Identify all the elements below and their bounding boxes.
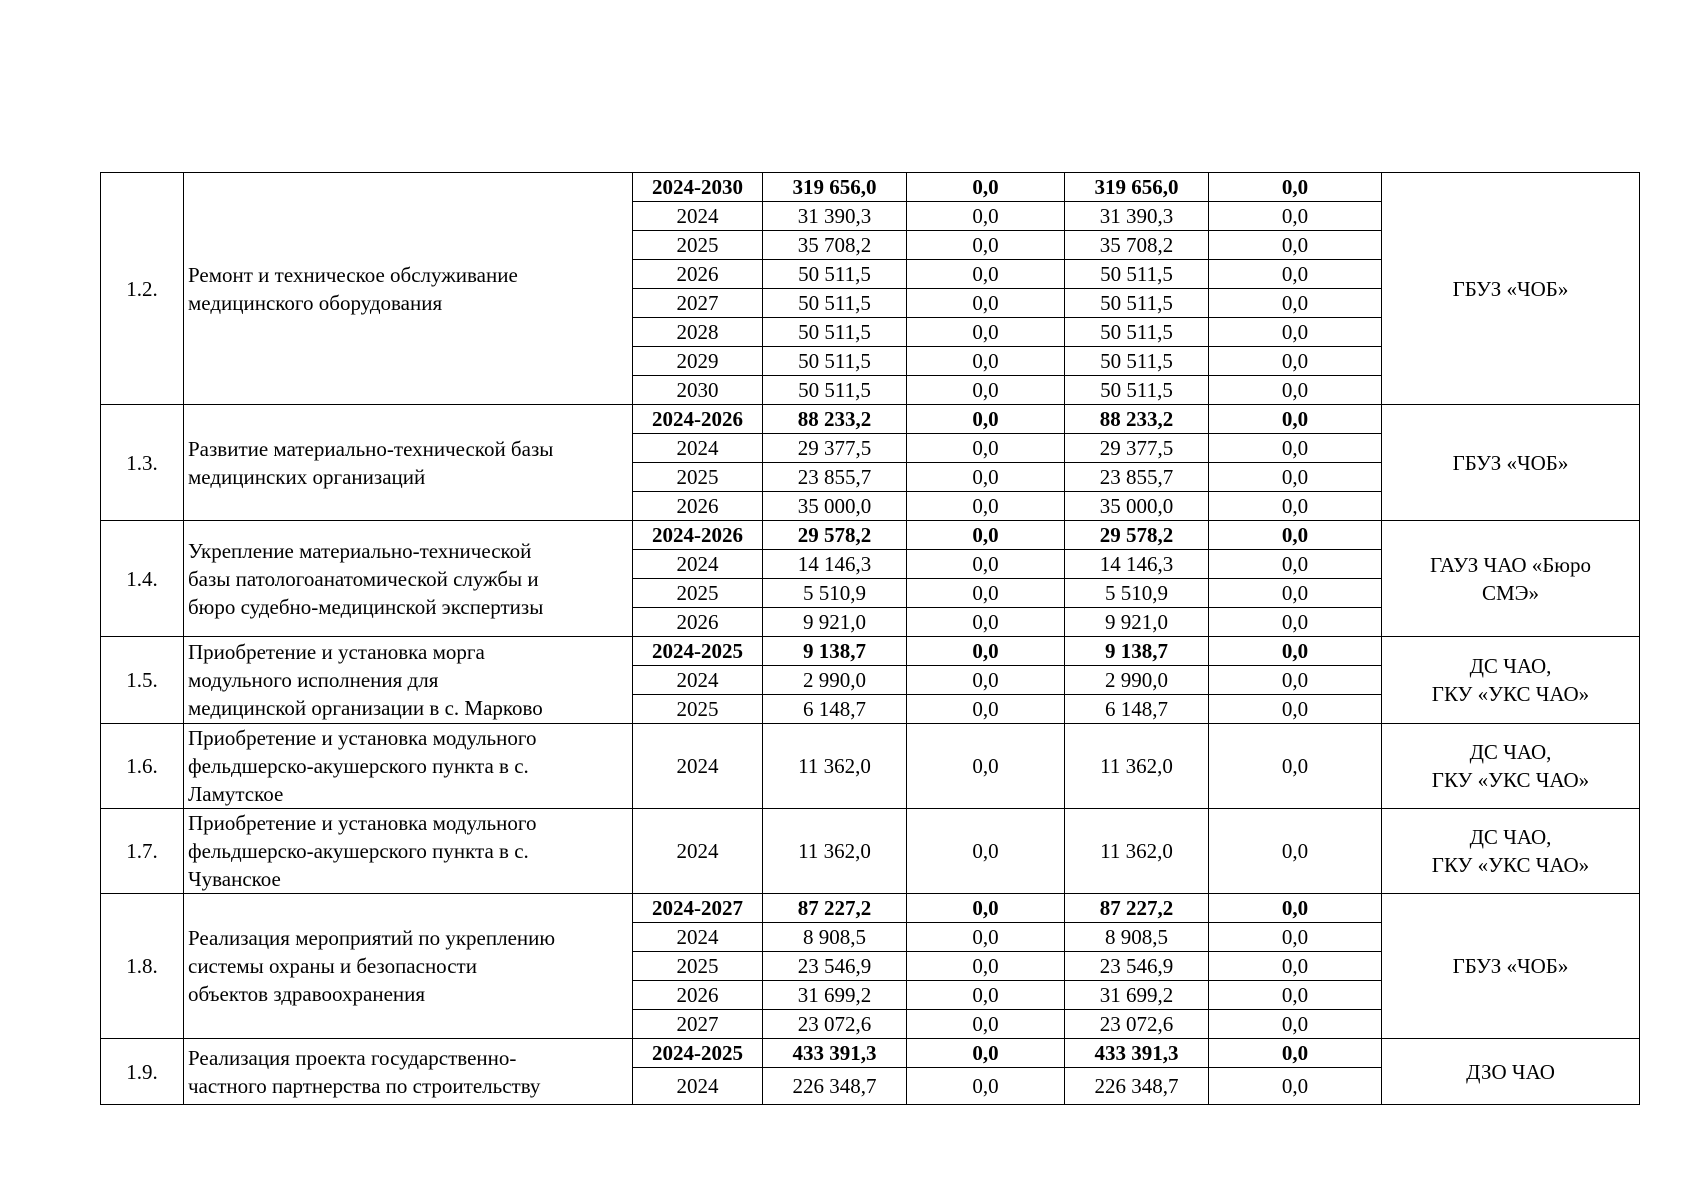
executor-line: ГБУЗ «ЧОБ» [1452, 276, 1569, 301]
extra-budget-cell: 0,0 [1209, 173, 1382, 202]
regional-budget-cell: 11 362,0 [1065, 724, 1209, 809]
period-cell: 2028 [633, 318, 763, 347]
regional-budget-cell: 433 391,3 [1065, 1039, 1209, 1068]
regional-budget-cell: 31 390,3 [1065, 202, 1209, 231]
table-row [101, 637, 1640, 666]
federal-budget-cell: 0,0 [907, 405, 1065, 434]
total-cell: 23 072,6 [763, 1010, 907, 1039]
extra-budget-cell: 0,0 [1209, 695, 1382, 724]
federal-budget-cell: 0,0 [907, 1068, 1065, 1105]
total-cell: 88 233,2 [763, 405, 907, 434]
total-cell: 23 855,7 [763, 463, 907, 492]
total-cell: 29 377,5 [763, 434, 907, 463]
regional-budget-cell: 50 511,5 [1065, 260, 1209, 289]
period-cell: 2024-2025 [633, 637, 763, 666]
total-cell: 50 511,5 [763, 318, 907, 347]
total-cell: 226 348,7 [763, 1068, 907, 1105]
regional-budget-cell: 35 000,0 [1065, 492, 1209, 521]
federal-budget-cell: 0,0 [907, 318, 1065, 347]
period-cell: 2025 [633, 695, 763, 724]
period-cell: 2024 [633, 666, 763, 695]
table-row [101, 809, 1640, 894]
period-cell: 2024 [633, 434, 763, 463]
extra-budget-cell: 0,0 [1209, 981, 1382, 1010]
period-cell: 2026 [633, 608, 763, 637]
item-name-line: фельдшерско-акушерского пункта в с. [188, 839, 529, 863]
item-name-line: модульного исполнения для [188, 668, 439, 692]
federal-budget-cell: 0,0 [907, 202, 1065, 231]
extra-budget-cell: 0,0 [1209, 637, 1382, 666]
total-cell: 31 699,2 [763, 981, 907, 1010]
period-cell: 2027 [633, 1010, 763, 1039]
item-number: 1.2. [101, 173, 184, 405]
regional-budget-cell: 11 362,0 [1065, 809, 1209, 894]
item-number: 1.6. [101, 724, 184, 809]
period-cell: 2026 [633, 492, 763, 521]
executor-line: ГКУ «УКС ЧАО» [1431, 768, 1590, 792]
total-cell: 23 546,9 [763, 952, 907, 981]
federal-budget-cell: 0,0 [907, 608, 1065, 637]
executor [1382, 809, 1640, 894]
regional-budget-cell: 23 546,9 [1065, 952, 1209, 981]
period-cell: 2025 [633, 463, 763, 492]
executor [1382, 637, 1640, 724]
period-cell: 2024 [633, 809, 763, 894]
item-name [184, 724, 633, 809]
federal-budget-cell: 0,0 [907, 173, 1065, 202]
table-row [101, 894, 1640, 923]
item-number: 1.9. [101, 1039, 184, 1105]
federal-budget-cell: 0,0 [907, 981, 1065, 1010]
period-cell: 2026 [633, 260, 763, 289]
executor-line: ДС ЧАО, [1469, 825, 1552, 849]
period-cell: 2025 [633, 952, 763, 981]
total-cell: 11 362,0 [763, 724, 907, 809]
executor-line: ДС ЧАО, [1469, 740, 1552, 764]
regional-budget-cell: 29 377,5 [1065, 434, 1209, 463]
federal-budget-cell: 0,0 [907, 492, 1065, 521]
period-cell: 2024-2026 [633, 521, 763, 550]
item-name-line: Укрепление материально-технической [188, 538, 532, 563]
item-name-line: бюро судебно-медицинской экспертизы [188, 594, 544, 619]
extra-budget-cell: 0,0 [1209, 318, 1382, 347]
federal-budget-cell: 0,0 [907, 724, 1065, 809]
item-name-line: Реализация мероприятий по укреплению [188, 926, 556, 950]
regional-budget-cell: 6 148,7 [1065, 695, 1209, 724]
period-cell: 2030 [633, 376, 763, 405]
regional-budget-cell: 5 510,9 [1065, 579, 1209, 608]
regional-budget-cell: 50 511,5 [1065, 289, 1209, 318]
table-row [101, 521, 1640, 550]
federal-budget-cell: 0,0 [907, 463, 1065, 492]
extra-budget-cell: 0,0 [1209, 894, 1382, 923]
regional-budget-cell: 319 656,0 [1065, 173, 1209, 202]
extra-budget-cell: 0,0 [1209, 1068, 1382, 1105]
regional-budget-cell: 88 233,2 [1065, 405, 1209, 434]
extra-budget-cell: 0,0 [1209, 434, 1382, 463]
executor [1382, 724, 1640, 809]
item-number: 1.4. [101, 521, 184, 637]
extra-budget-cell: 0,0 [1209, 550, 1382, 579]
total-cell: 2 990,0 [763, 666, 907, 695]
item-name-line: медицинского оборудования [188, 290, 443, 315]
regional-budget-cell: 31 699,2 [1065, 981, 1209, 1010]
total-cell: 35 708,2 [763, 231, 907, 260]
regional-budget-cell: 87 227,2 [1065, 894, 1209, 923]
table-row [101, 1039, 1640, 1068]
extra-budget-cell: 0,0 [1209, 463, 1382, 492]
executor-line: ГБУЗ «ЧОБ» [1452, 954, 1569, 978]
total-cell: 9 921,0 [763, 608, 907, 637]
extra-budget-cell: 0,0 [1209, 952, 1382, 981]
total-cell: 6 148,7 [763, 695, 907, 724]
federal-budget-cell: 0,0 [907, 260, 1065, 289]
item-number: 1.7. [101, 809, 184, 894]
period-cell: 2024 [633, 724, 763, 809]
federal-budget-cell: 0,0 [907, 289, 1065, 318]
period-cell: 2024-2027 [633, 894, 763, 923]
table-body [101, 173, 1640, 1105]
federal-budget-cell: 0,0 [907, 231, 1065, 260]
item-name-line: Чуванское [188, 867, 281, 891]
item-name-line: фельдшерско-акушерского пункта в с. [188, 754, 529, 778]
executor-line: ГКУ «УКС ЧАО» [1431, 682, 1590, 706]
extra-budget-cell: 0,0 [1209, 289, 1382, 318]
item-name [184, 637, 633, 724]
regional-budget-cell: 2 990,0 [1065, 666, 1209, 695]
period-cell: 2024 [633, 550, 763, 579]
executor-line: ГБУЗ «ЧОБ» [1452, 450, 1569, 475]
executor [1382, 521, 1640, 637]
extra-budget-cell: 0,0 [1209, 260, 1382, 289]
item-name [184, 809, 633, 894]
regional-budget-cell: 50 511,5 [1065, 376, 1209, 405]
extra-budget-cell: 0,0 [1209, 231, 1382, 260]
executor-line: ГКУ «УКС ЧАО» [1431, 853, 1590, 877]
regional-budget-cell: 23 072,6 [1065, 1010, 1209, 1039]
item-number: 1.5. [101, 637, 184, 724]
federal-budget-cell: 0,0 [907, 894, 1065, 923]
extra-budget-cell: 0,0 [1209, 521, 1382, 550]
item-name [184, 405, 633, 521]
item-name-line: объектов здравоохранения [188, 982, 426, 1006]
financing-table [100, 172, 1640, 1105]
extra-budget-cell: 0,0 [1209, 347, 1382, 376]
period-cell: 2024-2025 [633, 1039, 763, 1068]
regional-budget-cell: 9 138,7 [1065, 637, 1209, 666]
regional-budget-cell: 8 908,5 [1065, 923, 1209, 952]
table-row [101, 724, 1640, 809]
executor-line: ДЗО ЧАО [1466, 1059, 1555, 1084]
extra-budget-cell: 0,0 [1209, 1039, 1382, 1068]
extra-budget-cell: 0,0 [1209, 923, 1382, 952]
extra-budget-cell: 0,0 [1209, 579, 1382, 608]
item-name-line: Приобретение и установка морга [188, 640, 485, 664]
federal-budget-cell: 0,0 [907, 637, 1065, 666]
total-cell: 8 908,5 [763, 923, 907, 952]
federal-budget-cell: 0,0 [907, 347, 1065, 376]
item-name-line: частного партнерства по строительству [188, 1073, 541, 1098]
period-cell: 2027 [633, 289, 763, 318]
total-cell: 14 146,3 [763, 550, 907, 579]
period-cell: 2029 [633, 347, 763, 376]
executor [1382, 405, 1640, 521]
item-name-line: базы патологоанатомической службы и [188, 566, 539, 591]
item-name-line: системы охраны и безопасности [188, 954, 477, 978]
executor-line: ДС ЧАО, [1469, 654, 1552, 678]
federal-budget-cell: 0,0 [907, 579, 1065, 608]
federal-budget-cell: 0,0 [907, 666, 1065, 695]
item-name-line: Приобретение и установка модульного [188, 811, 537, 835]
regional-budget-cell: 9 921,0 [1065, 608, 1209, 637]
federal-budget-cell: 0,0 [907, 923, 1065, 952]
regional-budget-cell: 226 348,7 [1065, 1068, 1209, 1105]
period-cell: 2025 [633, 579, 763, 608]
executor-line: ГАУЗ ЧАО «Бюро [1430, 552, 1591, 577]
table-row [101, 173, 1640, 202]
regional-budget-cell: 35 708,2 [1065, 231, 1209, 260]
total-cell: 50 511,5 [763, 376, 907, 405]
federal-budget-cell: 0,0 [907, 550, 1065, 579]
total-cell: 5 510,9 [763, 579, 907, 608]
total-cell: 9 138,7 [763, 637, 907, 666]
total-cell: 433 391,3 [763, 1039, 907, 1068]
period-cell: 2024 [633, 202, 763, 231]
extra-budget-cell: 0,0 [1209, 724, 1382, 809]
item-name [184, 894, 633, 1039]
regional-budget-cell: 23 855,7 [1065, 463, 1209, 492]
federal-budget-cell: 0,0 [907, 1039, 1065, 1068]
executor [1382, 173, 1640, 405]
federal-budget-cell: 0,0 [907, 952, 1065, 981]
period-cell: 2024-2030 [633, 173, 763, 202]
period-cell: 2024 [633, 1068, 763, 1105]
regional-budget-cell: 50 511,5 [1065, 318, 1209, 347]
federal-budget-cell: 0,0 [907, 1010, 1065, 1039]
executor-line: СМЭ» [1481, 580, 1540, 605]
item-name-line: Реализация проекта государственно- [188, 1045, 517, 1070]
regional-budget-cell: 50 511,5 [1065, 347, 1209, 376]
federal-budget-cell: 0,0 [907, 521, 1065, 550]
item-name-line: Ремонт и техническое обслуживание [188, 262, 518, 287]
item-name [184, 521, 633, 637]
item-name-line: медицинских организаций [188, 464, 426, 489]
item-name [184, 173, 633, 405]
total-cell: 31 390,3 [763, 202, 907, 231]
extra-budget-cell: 0,0 [1209, 376, 1382, 405]
period-cell: 2024 [633, 923, 763, 952]
total-cell: 50 511,5 [763, 347, 907, 376]
extra-budget-cell: 0,0 [1209, 492, 1382, 521]
item-name-line: Ламутское [188, 782, 284, 806]
regional-budget-cell: 29 578,2 [1065, 521, 1209, 550]
federal-budget-cell: 0,0 [907, 376, 1065, 405]
regional-budget-cell: 14 146,3 [1065, 550, 1209, 579]
table-row [101, 405, 1640, 434]
item-name-line: Приобретение и установка модульного [188, 726, 537, 750]
total-cell: 11 362,0 [763, 809, 907, 894]
executor [1382, 894, 1640, 1039]
period-cell: 2024-2026 [633, 405, 763, 434]
total-cell: 50 511,5 [763, 260, 907, 289]
total-cell: 35 000,0 [763, 492, 907, 521]
extra-budget-cell: 0,0 [1209, 809, 1382, 894]
item-name-line: медицинской организации в с. Марково [188, 696, 543, 720]
extra-budget-cell: 0,0 [1209, 666, 1382, 695]
item-name-line: Развитие материально-технической базы [188, 436, 554, 461]
period-cell: 2025 [633, 231, 763, 260]
item-name [184, 1039, 633, 1105]
item-number: 1.8. [101, 894, 184, 1039]
item-number: 1.3. [101, 405, 184, 521]
total-cell: 319 656,0 [763, 173, 907, 202]
federal-budget-cell: 0,0 [907, 809, 1065, 894]
extra-budget-cell: 0,0 [1209, 1010, 1382, 1039]
total-cell: 87 227,2 [763, 894, 907, 923]
extra-budget-cell: 0,0 [1209, 405, 1382, 434]
extra-budget-cell: 0,0 [1209, 608, 1382, 637]
total-cell: 50 511,5 [763, 289, 907, 318]
total-cell: 29 578,2 [763, 521, 907, 550]
federal-budget-cell: 0,0 [907, 695, 1065, 724]
executor [1382, 1039, 1640, 1105]
federal-budget-cell: 0,0 [907, 434, 1065, 463]
extra-budget-cell: 0,0 [1209, 202, 1382, 231]
period-cell: 2026 [633, 981, 763, 1010]
